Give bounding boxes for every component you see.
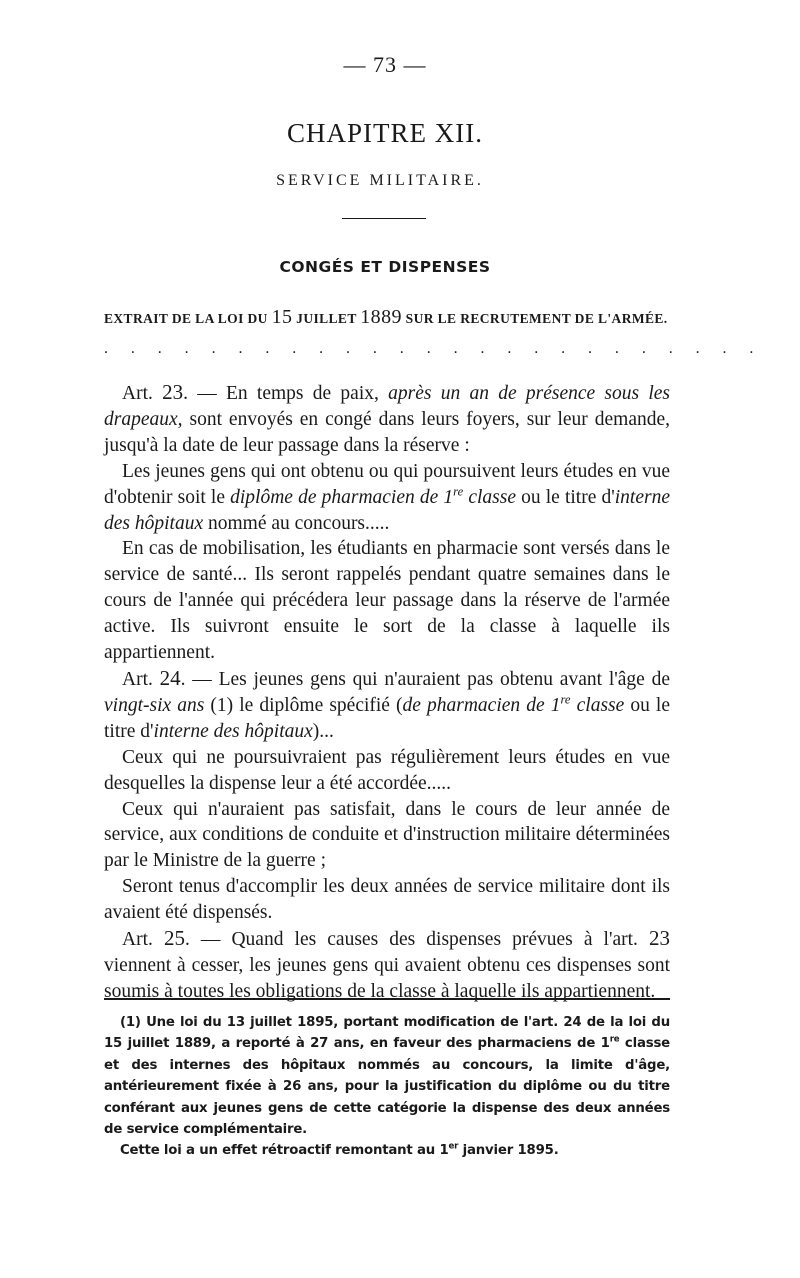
ellipsis-dot: . (399, 340, 404, 357)
ellipsis-dot: . (588, 340, 593, 357)
text: . — En temps de paix, (183, 383, 389, 404)
paragraph-obligation (104, 874, 670, 926)
ellipsis-dot: . (372, 340, 377, 357)
section-title: SERVICE MILITAIRE. (276, 172, 484, 189)
ellipsis-row (104, 340, 754, 358)
text: Art. (122, 383, 163, 404)
text: Ceux qui n'auraient pas satisfait, dans le cours de leur année de service, aux conditions de conduite et d'instruction militaire déterminées par le Ministre de la guerre ; (104, 798, 670, 872)
short-divider (342, 218, 426, 219)
italic-text: diplôme de pharmacien de 1 (230, 486, 454, 508)
extract-year: 1889 (360, 306, 402, 328)
ellipsis-dot: . (184, 340, 189, 357)
paragraph-students (104, 459, 670, 537)
text: Art. (122, 668, 160, 690)
ellipsis-dot: . (507, 340, 512, 357)
chapter-title: CHAPITRE XII. (287, 118, 483, 148)
text: ou le titre d' (104, 694, 670, 742)
text: nommé au concours..... (203, 512, 390, 534)
footnote-divider (104, 998, 670, 1000)
text: Cette loi a un effet rétroactif remontant au 1 (120, 1143, 449, 1159)
article-number: 23 (162, 380, 184, 404)
text: . — Les jeunes gens qui n'auraient pas obtenu avant l'âge de (180, 668, 670, 690)
paragraph-art-25 (104, 926, 670, 1005)
text: Ceux qui ne poursuivraient pas régulièrement leurs études en vue desquelles la dispense leur a été accordée..... (104, 746, 670, 794)
ellipsis-dot: . (641, 340, 646, 357)
text: . — Quand les causes des dispenses prévues à l'art. (184, 929, 650, 951)
superscript: re (560, 692, 571, 707)
ellipsis-dot: . (534, 340, 539, 357)
paragraph-mobilisation (104, 536, 670, 666)
ellipsis-dot: . (130, 340, 135, 357)
italic-text: classe (570, 694, 625, 716)
paragraph-not-pursuing (104, 745, 670, 797)
ellipsis-dot: . (265, 340, 270, 357)
ellipsis-dot: . (480, 340, 485, 357)
superscript: er (448, 1142, 459, 1153)
text: sont envoyés en congé dans leurs foyers, sur leur demande, jusqu'à la date de leur passage dans la réserve : (104, 408, 670, 456)
ellipsis-dot: . (561, 340, 566, 357)
ellipsis-dot: . (426, 340, 431, 357)
extract-day: 15 (271, 306, 293, 328)
italic-text: interne des hôpitaux (104, 486, 670, 534)
article-number: 25 (163, 926, 185, 951)
italic-text: classe (463, 486, 517, 508)
ellipsis-dot: . (614, 340, 619, 357)
ellipsis-dot: . (695, 340, 700, 357)
extract-heading (104, 306, 670, 329)
extract-after: SUR LE RECRUTEMENT DE L'ARMÉE. (401, 311, 668, 326)
ellipsis-dot: . (722, 340, 727, 357)
ellipsis-dot: . (104, 340, 108, 357)
footnote-1 (104, 1012, 670, 1140)
text: )... (312, 720, 334, 742)
footnotes (104, 1012, 670, 1162)
article-number: 23 (649, 926, 671, 951)
text: janvier 1895. (458, 1143, 559, 1159)
ellipsis-dot: . (292, 340, 297, 357)
ellipsis-dot: . (453, 340, 458, 357)
ellipsis-dot: . (668, 340, 673, 357)
text: ou le titre d' (516, 486, 615, 508)
italic-text: de pharmacien de 1 (402, 694, 561, 716)
ellipsis-dot: . (319, 340, 324, 357)
text: Art. (122, 929, 164, 951)
text: Les jeunes gens qui ont obtenu ou qui poursuivent leurs études en vue d'obtenir soit le (104, 460, 670, 508)
footnote-retroactive (104, 1140, 670, 1161)
paragraph-not-satisfied (104, 797, 670, 875)
paragraph-art-24 (104, 666, 670, 745)
ellipsis-dot: . (346, 340, 351, 357)
superscript: re (453, 484, 464, 499)
article-number: 24 (159, 665, 181, 690)
extract-before: EXTRAIT DE LA LOI DU (104, 311, 272, 326)
extract-month: JUILLET (292, 311, 361, 326)
italic-text: interne des hôpitaux (153, 720, 313, 742)
ellipsis-dot: . (238, 340, 243, 357)
ellipsis-dot: . (749, 340, 754, 357)
paragraph-art-23 (104, 380, 670, 459)
superscript: re (609, 1034, 620, 1045)
text: (1) Une loi du 13 juillet 1895, portant modification de l'art. 24 de la loi du 15 juillet 1889, a reporté à 27 ans, en faveur des pharmaciens de 1 (104, 1015, 670, 1052)
page-number: — 73 — (343, 52, 427, 77)
text: classe et des internes des hôpitaux nommés au concours, la limite d'âge, antérieurement fixée à 26 ans, pour la justification du diplôme ou du titre conférant aux jeunes gens de cette catégorie la dispense des deux années de service complémentaire. (104, 1036, 670, 1138)
subheading: CONGÉS ET DISPENSES (279, 258, 491, 276)
text: (1) le diplôme spécifié ( (204, 694, 403, 716)
ellipsis-dot: . (157, 340, 162, 357)
italic-text: vingt-six ans (104, 694, 205, 716)
text: Seront tenus d'accomplir les deux années de service militaire dont ils avaient été dispensés. (104, 876, 670, 924)
text: En cas de mobilisation, les étudiants en pharmacie sont versés dans le service de santé... Ils seront rappelés pendant quatre semaines dans le cours de l'année qui précédera leur passage dans la réserve de l'armée active. Ils suivront ensuite le sort de la classe à laquelle ils appartiennent. (104, 538, 670, 664)
italic-text: après un an de présence sous les drapeaux, (104, 383, 670, 430)
ellipsis-dot: . (211, 340, 216, 357)
text: viennent à cesser, les jeunes gens qui avaient obtenu ces dispenses sont soumis à toutes les obligations de la classe à laquelle ils appartiennent. (104, 954, 670, 1002)
body-text (104, 380, 670, 1005)
